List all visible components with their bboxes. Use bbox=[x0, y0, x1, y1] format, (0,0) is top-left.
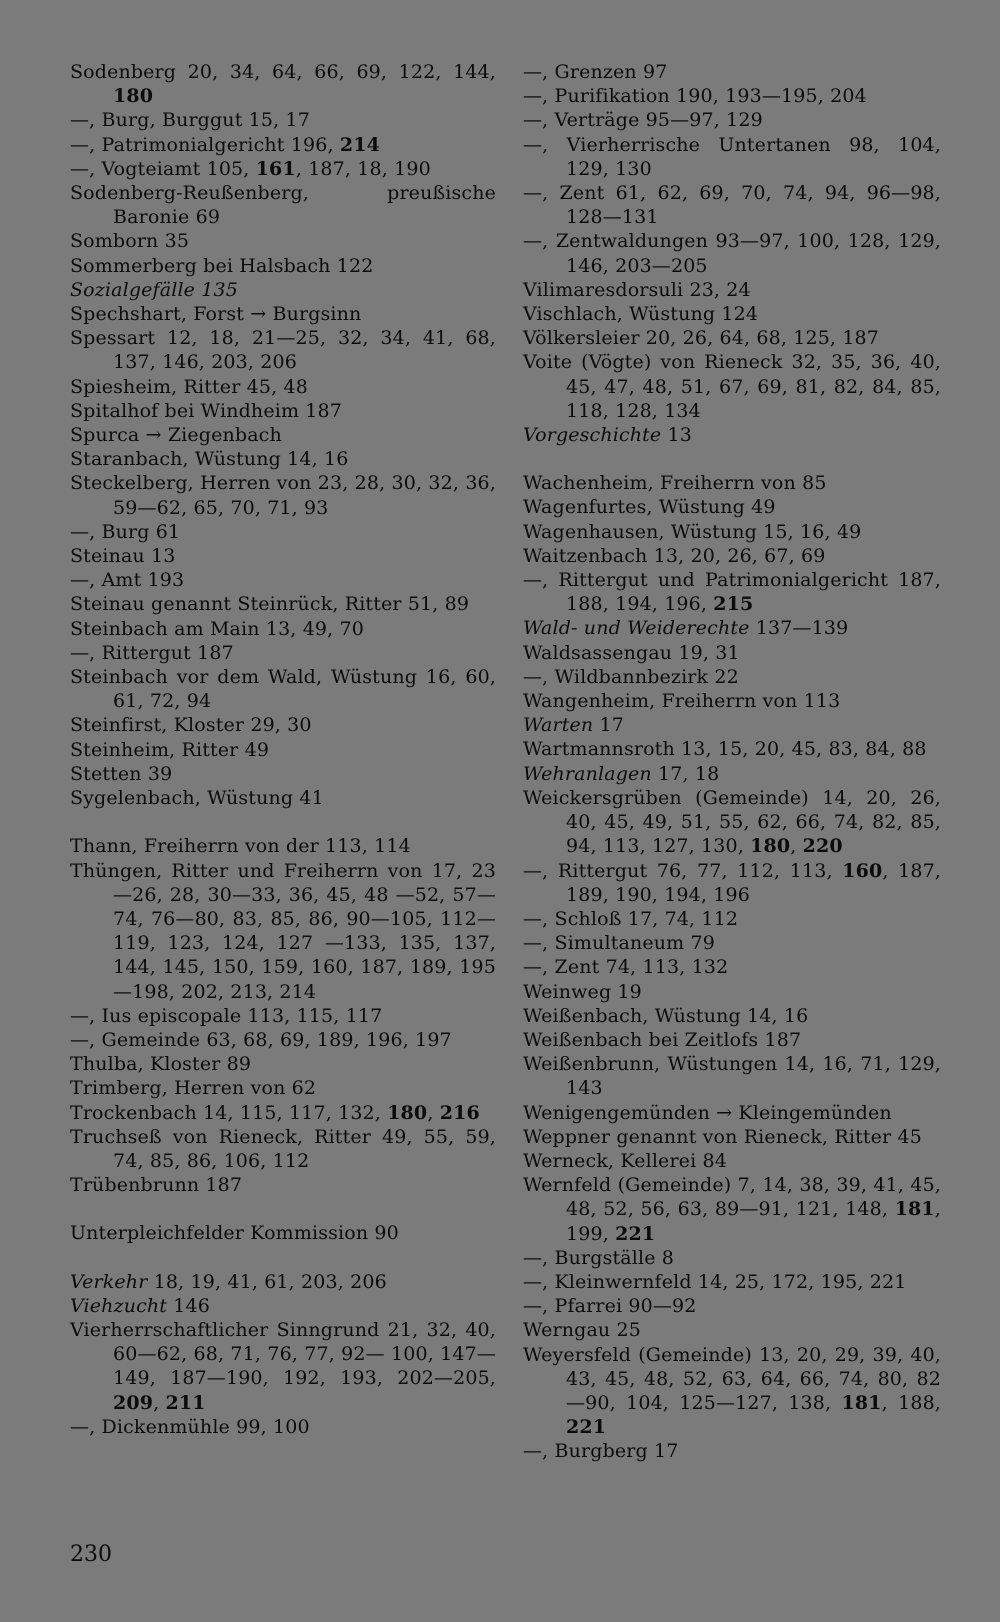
letter-group-gap bbox=[70, 1197, 496, 1221]
index-entry: Stetten 39 bbox=[70, 762, 173, 785]
index-column-left bbox=[70, 60, 496, 1439]
index-entry: Sodenberg 20, 34, 64, 66, 69, 122, 144, 180 bbox=[70, 61, 496, 108]
index-entry: —, Vierherrische Untertanen 98, 104, 129, 130 bbox=[523, 133, 941, 180]
index-entry: Weißenbrunn, Wüstungen 14, 16, 71, 129, 143 bbox=[523, 1053, 941, 1100]
index-entry: Sygelenbach, Wüstung 41 bbox=[70, 787, 324, 810]
index-entry: —, Ius episcopale 113, 115, 117 bbox=[70, 1004, 383, 1027]
index-entry: Wernfeld (Gemeinde) 7, 14, 38, 39, 41, 45, 48, 52, 56, 63, 89—91, 121, 148, 181, 199, 221 bbox=[523, 1174, 941, 1245]
index-entry: Wenigengemünden → Kleingemünden bbox=[523, 1101, 892, 1124]
index-entry: Steinfirst, Kloster 29, 30 bbox=[70, 714, 312, 737]
index-entry: Wald- und Weiderechte 137—139 bbox=[523, 617, 849, 640]
index-entry: —, Vogteiamt 105, 161, 187, 18, 190 bbox=[70, 157, 431, 180]
index-entry: —, Grenzen 97 bbox=[523, 61, 668, 83]
index-entry: —, Gemeinde 63, 68, 69, 189, 196, 197 bbox=[70, 1028, 452, 1051]
index-entry: Staranbach, Wüstung 14, 16 bbox=[70, 448, 349, 471]
index-entry: Spitalhof bei Windheim 187 bbox=[70, 399, 343, 422]
index-entry: Viehzucht 146 bbox=[70, 1294, 210, 1317]
index-entry: Werngau 25 bbox=[523, 1319, 641, 1342]
index-entry: Trimberg, Herren von 62 bbox=[70, 1077, 317, 1100]
index-entry: Wartmannsroth 13, 15, 20, 45, 83, 84, 88 bbox=[523, 738, 927, 761]
index-entry: Weppner genannt von Rieneck, Ritter 45 bbox=[523, 1125, 922, 1148]
index-entry: —, Pfarrei 90—92 bbox=[523, 1295, 697, 1318]
index-entry: Trockenbach 14, 115, 117, 132, 180, 216 bbox=[70, 1101, 480, 1124]
index-entry: —, Simultaneum 79 bbox=[523, 932, 715, 955]
index-entry: Wagenfurtes, Wüstung 49 bbox=[523, 496, 776, 519]
index-entry: —, Dickenmühle 99, 100 bbox=[70, 1415, 310, 1438]
index-entry: Steinbach am Main 13, 49, 70 bbox=[70, 617, 365, 640]
index-entry: Warten 17 bbox=[523, 714, 624, 737]
index-entry: Steckelberg, Herren von 23, 28, 30, 32, 36, 59—62, 65, 70, 71, 93 bbox=[70, 472, 496, 519]
index-entry: Weißenbach, Wüstung 14, 16 bbox=[523, 1004, 809, 1027]
index-entry: —, Amt 193 bbox=[70, 569, 185, 592]
index-entry: Truchseß von Rieneck, Ritter 49, 55, 59, 74, 85, 86, 106, 112 bbox=[70, 1125, 496, 1172]
index-entry: Sozialgefälle 135 bbox=[70, 278, 238, 301]
index-entry: Vierherrschaftlicher Sinngrund 21, 32, 40, 60—62, 68, 71, 76, 77, 92— 100, 147—149, 187—190, 192, 193, 202—205, 209, 211 bbox=[70, 1318, 496, 1414]
index-entry: —, Burgberg 17 bbox=[523, 1440, 679, 1463]
index-entry: Völkersleier 20, 26, 64, 68, 125, 187 bbox=[523, 327, 880, 350]
index-entry: Wagenhausen, Wüstung 15, 16, 49 bbox=[523, 520, 862, 543]
index-entry: —, Burg, Burggut 15, 17 bbox=[70, 109, 311, 132]
index-entry: Steinau genannt Steinrück, Ritter 51, 89 bbox=[70, 593, 470, 616]
index-entry: —, Schloß 17, 74, 112 bbox=[523, 907, 739, 930]
index-entry: Vischlach, Wüstung 124 bbox=[523, 303, 759, 326]
letter-group-gap bbox=[70, 1246, 496, 1270]
index-column-right bbox=[523, 60, 941, 1464]
index-entry: Unterpleichfelder Kommission 90 bbox=[70, 1222, 399, 1245]
index-entry: Thüngen, Ritter und Freiherrn von 17, 23—26, 28, 30—33, 36, 45, 48 —52, 57—74, 76—80, 83, 85, 86, 90—105, 112—119, 123, 124, 127 —133, 135, 137, 144, 145, 150, 159, 160, 187, 189, 195—198, 202, 213, 214 bbox=[70, 859, 496, 1003]
index-entry: Weißenbach bei Zeitlofs 187 bbox=[523, 1028, 802, 1051]
index-entry: Steinbach vor dem Wald, Wüstung 16, 60, 61, 72, 94 bbox=[70, 666, 496, 713]
index-entry: Spiesheim, Ritter 45, 48 bbox=[70, 375, 308, 398]
index-entry: Wangenheim, Freiherrn von 113 bbox=[523, 690, 841, 713]
index-entry: Weickersgrüben (Gemeinde) 14, 20, 26, 40, 45, 49, 51, 55, 62, 66, 74, 82, 85, 94, 113, 127, 130, 180, 220 bbox=[523, 786, 941, 858]
index-entry: Thulba, Kloster 89 bbox=[70, 1053, 252, 1076]
index-entry: Werneck, Kellerei 84 bbox=[523, 1149, 727, 1172]
index-entry: Waitzenbach 13, 20, 26, 67, 69 bbox=[523, 544, 826, 567]
index-entry: —, Rittergut 76, 77, 112, 113, 160, 187, 189, 190, 194, 196 bbox=[523, 859, 941, 906]
letter-group-gap bbox=[70, 810, 496, 834]
index-entry: Wehranlagen 17, 18 bbox=[523, 762, 720, 785]
index-entry: Somborn 35 bbox=[70, 230, 190, 253]
index-entry: —, Rittergut und Patrimonialgericht 187, 188, 194, 196, 215 bbox=[523, 569, 941, 616]
index-entry: Verkehr 18, 19, 41, 61, 203, 206 bbox=[70, 1270, 387, 1293]
index-entry: —, Rittergut 187 bbox=[70, 641, 234, 664]
index-entry: —, Verträge 95—97, 129 bbox=[523, 109, 763, 132]
index-entry: Spurca → Ziegenbach bbox=[70, 424, 282, 447]
index-entry: Voite (Vögte) von Rieneck 32, 35, 36, 40, 45, 47, 48, 51, 67, 69, 81, 82, 84, 85, 118, 128, 134 bbox=[523, 351, 941, 422]
index-entry: Vilimaresdorsuli 23, 24 bbox=[523, 278, 751, 301]
index-entry: Weinweg 19 bbox=[523, 980, 642, 1003]
index-entry: —, Zentwaldungen 93—97, 100, 128, 129, 146, 203—205 bbox=[523, 230, 941, 277]
index-entry: Spessart 12, 18, 21—25, 32, 34, 41, 68, 137, 146, 203, 206 bbox=[70, 327, 496, 374]
index-entry: Spechshart, Forst → Burgsinn bbox=[70, 303, 362, 326]
index-entry: Trübenbrunn 187 bbox=[70, 1174, 243, 1197]
index-entry: —, Zent 61, 62, 69, 70, 74, 94, 96—98, 128—131 bbox=[523, 182, 941, 229]
index-entry: —, Burg 61 bbox=[70, 520, 181, 543]
index-entry: Vorgeschichte 13 bbox=[523, 424, 692, 447]
index-entry: Steinau 13 bbox=[70, 545, 176, 568]
index-entry: —, Kleinwernfeld 14, 25, 172, 195, 221 bbox=[523, 1270, 907, 1293]
index-entry: Thann, Freiherrn von der 113, 114 bbox=[70, 835, 411, 858]
index-entry: Sommerberg bei Halsbach 122 bbox=[70, 254, 374, 277]
index-entry: —, Patrimonialgericht 196, 214 bbox=[70, 133, 380, 156]
index-entry: Sodenberg-Reußenberg, preußische Baronie 69 bbox=[70, 182, 496, 229]
letter-group-gap bbox=[523, 447, 941, 471]
index-entry: Wachenheim, Freiherrn von 85 bbox=[523, 472, 827, 495]
index-entry: —, Wildbannbezirk 22 bbox=[523, 665, 739, 688]
index-entry: Weyersfeld (Gemeinde) 13, 20, 29, 39, 40, 43, 45, 48, 52, 63, 64, 66, 74, 80, 82—90, 104, 125—127, 138, 181, 188, 221 bbox=[523, 1343, 941, 1439]
index-entry: Steinheim, Ritter 49 bbox=[70, 738, 270, 761]
page-number: 230 bbox=[70, 1542, 112, 1567]
index-entry: Waldsassengau 19, 31 bbox=[523, 641, 740, 664]
index-entry: —, Zent 74, 113, 132 bbox=[523, 956, 729, 979]
index-entry: —, Burgställe 8 bbox=[523, 1246, 675, 1269]
index-entry: —, Purifikation 190, 193—195, 204 bbox=[523, 85, 867, 108]
